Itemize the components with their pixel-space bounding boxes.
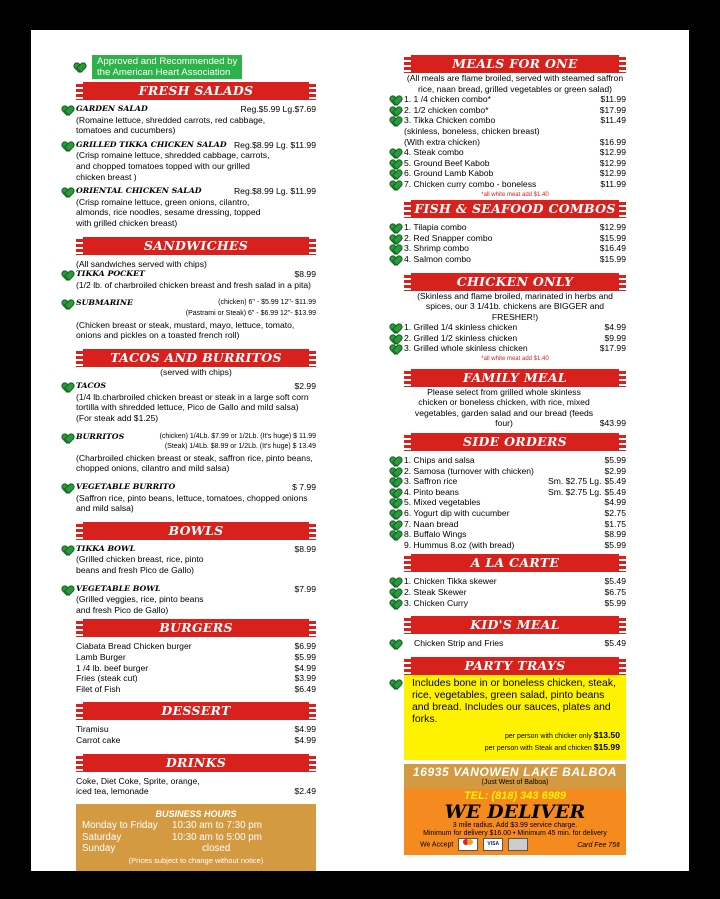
fresh-salads-banner: FRESH SALADS	[76, 82, 316, 100]
heart-icon	[390, 244, 400, 254]
party-trays-box: Includes bone in or boneless chicken, steak, rice, vegetables, green salad, pinto beans and bread. Includes our sauces, plates and forks. per person with chicker only $13.50 per person with Steak and chicken $15.99	[404, 675, 626, 760]
side-mid: Sm. $2.75 Lg.	[547, 486, 602, 497]
dessert-item	[76, 735, 316, 746]
meals-item	[404, 137, 626, 148]
salad-item	[76, 186, 316, 228]
chicken-note: (Skinless and flame broiled, marinated in herbs and spices, our 3 1/41b. chickens are BIGGER and FRESHER!)	[417, 290, 613, 322]
heart-icon	[390, 95, 400, 105]
hours-row	[82, 820, 310, 832]
meals-footnote: *all white meat add $1.40	[481, 191, 549, 198]
tacos-burritos-banner: TACOS AND BURRITOS	[76, 349, 316, 367]
fish-banner: FISH & SEAFOOD COMBOS	[404, 200, 626, 218]
hours-day: Sunday	[82, 843, 116, 855]
meals-name: (skinless, boneless, chicken breast)	[404, 125, 540, 136]
side-name: 8. Buffalo Wings	[404, 529, 467, 540]
heart-icon	[390, 639, 400, 649]
meals-price: $11.99	[600, 178, 626, 189]
visa-icon: VISA	[483, 838, 503, 851]
heart-icon	[390, 467, 400, 477]
burgers-price: $5.99	[294, 651, 316, 662]
chicken_only-price: $4.99	[604, 322, 626, 333]
meals-name: (With extra chicken)	[404, 136, 480, 147]
burgers-price: $6.49	[294, 683, 316, 694]
heart-icon	[390, 488, 400, 498]
drinks-banner: DRINKS	[76, 754, 316, 772]
meals-item	[404, 179, 626, 190]
meals-price: $12.99	[599, 168, 626, 179]
burgers-price: $6.99	[294, 641, 316, 652]
address-block: 16935 VANOWEN LAKE BALBOA (Just West of Balboa)	[404, 764, 626, 789]
fish-name: 3. Shrimp combo	[404, 243, 469, 254]
aha-badge: Approved and Recommended by the American Heart Association	[92, 55, 242, 79]
side-price-group	[601, 529, 626, 540]
meals-price: $12.99	[599, 157, 626, 168]
bowls-banner: BOWLS	[76, 522, 316, 540]
side-price: $2.75	[604, 508, 626, 518]
burgers-item	[76, 663, 316, 674]
salad-row	[76, 186, 316, 197]
meals-item	[404, 158, 626, 169]
salad-row	[76, 140, 316, 151]
meals-list	[404, 94, 626, 189]
chicken-list	[404, 322, 626, 354]
hours-time: closed	[202, 843, 231, 855]
burgers-name: Ciabata Bread Chicken burger	[76, 641, 192, 652]
heart-icon	[62, 141, 72, 151]
dessert-name: Carrot cake	[76, 734, 121, 745]
chicken_only-item	[404, 343, 626, 354]
hours-row	[82, 832, 310, 844]
chicken-only-banner: CHICKEN ONLY	[404, 273, 626, 291]
side-item	[404, 476, 626, 487]
meals-item	[404, 115, 626, 126]
side-price: $5.99	[604, 455, 626, 466]
burritos-item: BURRITOS (chicken) 1/4Lb. $7.99 or 1/2Lb. (It's huge) $ 11.99 (Steak) 1/4Lb. $8.99 or 1/2Lb. (It's huge) $ 13.49 (Charbroiled chicken breast or steak, saffron rice, pinto beans, chopped onions, cilantro and mild salsa)	[76, 432, 316, 474]
fish-price: $15.99	[599, 253, 626, 264]
bowl-desc: (Grilled chicken breast, rice, pinto beans and fresh Pico de Gallo)	[76, 554, 204, 575]
atm-card-icon	[508, 838, 528, 851]
side-item	[404, 455, 626, 466]
side-price: $5.99	[604, 539, 626, 550]
heart-icon	[390, 223, 400, 233]
salad-name: ORIENTAL CHICKEN SALAD	[76, 186, 202, 196]
side-price-group	[601, 508, 626, 519]
heart-icon	[390, 234, 400, 244]
bowls-list	[76, 544, 316, 616]
heart-icon	[390, 334, 400, 344]
side-name: 1. Chips and salsa	[404, 455, 475, 466]
dessert-price: $4.99	[294, 724, 316, 735]
heart-icon	[62, 270, 72, 280]
side-item	[404, 487, 626, 498]
burgers-banner: BURGERS	[76, 619, 316, 637]
burgers-name: Lamb Burger	[76, 651, 126, 662]
carte-item	[404, 598, 626, 609]
meals-note: (All meals are flame broiled, served with steamed saffron rice, naan bread, grilled vegetables or green salad)	[406, 73, 624, 94]
bowl-row	[76, 544, 316, 555]
meals-price: $16.99	[599, 136, 626, 147]
heart-icon	[74, 62, 84, 72]
carte-name: 2. Steak Skewer	[404, 586, 467, 597]
sandwiches-banner: SANDWICHES	[76, 237, 316, 255]
heart-icon	[390, 148, 400, 158]
heart-icon	[390, 169, 400, 179]
family-meal-item: Please select from grilled whole skinless chicken or boneless chicken, with rice, mixed vegetables, garden salad and our bread (feeds four) $43.99	[414, 386, 626, 429]
phone: TEL: (818) 343 6989	[463, 790, 567, 803]
heart-icon	[390, 520, 400, 530]
side-price-group	[601, 540, 626, 551]
delivery-block: TEL: (818) 343 6989 WE DELIVER 3 mile radius. Add $3.99 service charge. Minimum for delivery $16.00 • Minimum 45 min. for delivery We Accept VISA Card Fee 75¢	[404, 789, 626, 855]
heart-icon	[390, 116, 400, 126]
left-column	[76, 55, 316, 871]
meals-name: 2. 1/2 chicken combo*	[404, 104, 489, 115]
side-price-group	[548, 487, 626, 498]
heart-icon	[62, 433, 72, 443]
fish-item	[404, 233, 626, 244]
chicken_only-name: 1. Grilled 1/4 skinless chicken	[404, 322, 518, 333]
fish-name: 4. Salmon combo	[404, 253, 471, 264]
burgers-item	[76, 641, 316, 652]
kids-meal-item: Chicken Strip and Fries $5.49	[404, 638, 626, 649]
heart-icon	[390, 159, 400, 169]
fish-name: 1. Tilapia combo	[404, 222, 467, 233]
heart-icon	[390, 599, 400, 609]
meals-name: 5. Ground Beef Kabob	[404, 157, 490, 168]
kids-meal-banner: KID'S MEAL	[404, 616, 626, 634]
meals-price: $12.99	[599, 147, 626, 158]
salad-desc: (Crisp romaine lettuce, green onions, cilantro, almonds, rice noodles, sesame dressing, topped with grilled chicken breast)	[76, 196, 261, 228]
salad-row	[76, 104, 316, 115]
mastercard-icon	[458, 838, 478, 851]
heart-icon	[390, 106, 400, 116]
salad-name: GARDEN SALAD	[76, 104, 148, 113]
heart-icon	[390, 577, 400, 587]
side-item	[404, 529, 626, 540]
fish-item	[404, 222, 626, 233]
meals-item	[404, 147, 626, 158]
bowl-name: VEGETABLE BOWL	[76, 583, 161, 593]
side-price-group	[601, 497, 626, 508]
side-price: $5.49	[604, 476, 626, 487]
side-price: $1.75	[604, 518, 626, 529]
side-mid: Sm. $2.75 Lg.	[547, 476, 602, 487]
heart-icon	[62, 545, 72, 555]
side-name: 9. Hummus 8.oz (with bread)	[404, 539, 515, 550]
payment-methods: We Accept VISA	[420, 838, 528, 851]
burgers-name: 1 /4 lb. beef burger	[76, 662, 149, 673]
side-item	[404, 497, 626, 508]
bowl-item	[76, 544, 316, 576]
meals-name: 3. Tikka Chicken combo	[404, 115, 496, 126]
salad-price: Reg.$5.99 Lg.$7.69	[240, 104, 316, 114]
salad-desc: (Crisp romaine lettuce, shredded cabbage, carrots, and chopped tomatoes topped with our grilled chicken breast )	[76, 150, 270, 182]
meals-price: $11.49	[600, 115, 626, 126]
dessert-item	[76, 724, 316, 735]
heart-icon	[390, 180, 400, 190]
fish-item	[404, 254, 626, 265]
heart-icon	[390, 255, 400, 265]
side-item	[404, 508, 626, 519]
carte-name: 3. Chicken Curry	[404, 597, 468, 608]
meals-item	[404, 168, 626, 179]
meals-name: 6. Ground Lamb Kabob	[404, 168, 494, 179]
fish-name: 2. Red Snapper combo	[404, 232, 493, 243]
sides-list	[404, 455, 626, 550]
we-deliver: WE DELIVER	[444, 800, 586, 823]
side-price-group	[601, 519, 626, 530]
salad-price: Reg.$8.99 Lg. $11.99	[233, 139, 316, 150]
bowl-name: TIKKA BOWL	[76, 543, 136, 553]
heart-icon	[62, 483, 72, 493]
side-name: 5. Mixed vegetables	[404, 497, 481, 508]
heart-icon	[390, 679, 400, 689]
heart-icon	[390, 477, 400, 487]
fish-price: $15.99	[599, 232, 626, 243]
bowl-desc: (Grilled veggies, rice, pinto beans and fresh Pico de Gallo)	[76, 594, 204, 615]
carte-name: 1. Chicken Tikka skewer	[404, 576, 497, 587]
fish-price: $12.99	[599, 222, 626, 233]
side-name: 7. Naan bread	[404, 518, 459, 529]
heart-icon	[62, 299, 72, 309]
vegetable-burrito-item: VEGETABLE BURRITO $ 7.99 (Saffron rice, pinto beans, lettuce, tomatoes, chopped onions and mild salsa)	[76, 482, 316, 514]
hours-row	[82, 843, 310, 855]
carte-price: $5.49	[604, 576, 626, 587]
sandwiches-note: (All sandwiches served with chips)	[76, 258, 207, 269]
salad-name: GRILLED TIKKA CHICKEN SALAD	[76, 139, 227, 149]
side-price-group	[601, 455, 626, 466]
burgers-price: $4.99	[294, 662, 316, 673]
side-orders-banner: SIDE ORDERS	[404, 433, 626, 451]
side-name: 4. Pinto beans	[404, 486, 459, 497]
meals-banner: MEALS FOR ONE	[404, 55, 626, 73]
party-trays-banner: PARTY TRAYS	[404, 657, 626, 675]
burgers-item	[76, 673, 316, 684]
burgers-name: Filet of Fish	[76, 683, 121, 694]
chicken_only-price: $9.99	[604, 332, 626, 343]
carte-item	[404, 576, 626, 587]
burgers-list	[76, 641, 316, 694]
burgers-item	[76, 652, 316, 663]
side-item	[404, 519, 626, 530]
burgers-item	[76, 684, 316, 695]
dessert-banner: DESSERT	[76, 702, 316, 720]
meals-item	[404, 126, 626, 137]
heart-icon	[390, 344, 400, 354]
bowl-price: $8.99	[294, 543, 316, 554]
salad-item	[76, 140, 316, 182]
meals-name: 1. 1 /4 chicken combo*	[404, 94, 491, 105]
heart-icon	[390, 530, 400, 540]
salad-desc: (Romaine lettuce, shredded carrots, red cabbage, tomatoes and cucumbers)	[76, 114, 266, 136]
salad-price: Reg.$8.99 Lg. $11.99	[233, 186, 316, 197]
bowl-item	[76, 584, 316, 616]
aha-approval	[76, 55, 316, 79]
tacos-item: TACOS $2.99 (1/4 lb.charbroiled chicken breast or steak in a large soft corn tortilla with shredded lettuce, Pico de Gallo and mild salsa) (For steak add $1.25)	[76, 381, 316, 423]
burgers-name: Fries (steak cut)	[76, 673, 138, 684]
tacos-note: (served with chips)	[160, 366, 232, 377]
dessert-name: Tiramisu	[76, 724, 109, 735]
side-price-group	[548, 476, 626, 487]
dessert-price: $4.99	[294, 734, 316, 745]
hours-time: 10:30 am to 5:00 pm	[172, 831, 262, 843]
carte-price: $6.75	[604, 586, 626, 597]
chicken_only-name: 3. Grilled whole skinless chicken	[404, 343, 528, 354]
meals-name: 4. Steak combo	[404, 147, 464, 158]
hours-day: Monday to Friday	[82, 820, 158, 832]
chicken_only-item	[404, 333, 626, 344]
side-name: 2. Samosa (turnover with chicken)	[404, 465, 534, 476]
business-hours: BUSINESS HOURS Monday to Friday 10:30 am to 7:30 pm Saturday 10:30 am to 5:00 pm Sunday closed (Prices subject to change without notice)	[76, 804, 316, 872]
heart-icon	[62, 382, 72, 392]
fish-item	[404, 243, 626, 254]
fish-list	[404, 222, 626, 264]
heart-icon	[390, 588, 400, 598]
side-price: $8.99	[604, 529, 626, 540]
side-price: $5.49	[604, 486, 626, 497]
heart-icon	[62, 105, 72, 115]
family-meal-banner: FAMILY MEAL	[404, 369, 626, 387]
menu-page	[31, 30, 689, 871]
carte-item	[404, 587, 626, 598]
salad-item	[76, 104, 316, 136]
side-price: $2.99	[604, 465, 626, 476]
side-price: $4.99	[604, 497, 626, 508]
side-name: 6. Yogurt dip with cucumber	[404, 508, 510, 518]
heart-icon	[390, 456, 400, 466]
side-item	[404, 466, 626, 477]
meals-price: $11.99	[600, 94, 626, 105]
chicken_only-item	[404, 322, 626, 333]
meals-name: 7. Chicken curry combo - boneless	[404, 178, 537, 189]
salads-list	[76, 104, 316, 229]
chicken_only-price: $17.99	[599, 343, 626, 354]
heart-icon	[390, 498, 400, 508]
carte-list	[404, 576, 626, 608]
fish-price: $16.49	[599, 243, 626, 254]
chicken_only-name: 2. Grilled 1/2 skinless chicken	[404, 332, 518, 343]
right-column	[404, 55, 626, 855]
heart-icon	[62, 187, 72, 197]
hours-day: Saturday	[82, 831, 122, 843]
carte-price: $5.99	[604, 597, 626, 608]
tikka-pocket-item: TIKKA POCKET $8.99 (1/2 lb. of charbroiled chicken breast and fresh salad in a pita)	[76, 269, 316, 290]
meals-price: $17.99	[599, 104, 626, 115]
side-item	[404, 540, 626, 551]
hours-time: 10:30 am to 7:30 pm	[172, 820, 262, 832]
a-la-carte-banner: A LA CARTE	[404, 554, 626, 572]
heart-icon	[390, 323, 400, 333]
burgers-price: $3.99	[294, 673, 316, 684]
bowl-price: $7.99	[294, 583, 316, 594]
submarine-item: SUBMARINE (chicken) 6" - $5.99 12"- $11.99 (Pastrami or Steak) 6" - $6.99 12"- $13.99 (Chicken breast or steak, mustard, mayo, lettuce, tomato, onions and pickles on a toasted french roll)	[76, 298, 316, 340]
heart-icon	[62, 585, 72, 595]
dessert-list	[76, 724, 316, 745]
hours-rows	[82, 820, 310, 855]
bowl-row	[76, 584, 316, 595]
side-price-group	[601, 466, 626, 477]
meals-item	[404, 94, 626, 105]
meals-item	[404, 105, 626, 116]
heart-icon	[390, 509, 400, 519]
drinks-item: Coke, Diet Coke, Sprite, orange, iced tea, lemonade $2.49	[76, 775, 316, 797]
side-name: 3. Saffron rice	[404, 476, 458, 487]
chicken-footnote: *all white meat add $1.40	[481, 356, 549, 363]
